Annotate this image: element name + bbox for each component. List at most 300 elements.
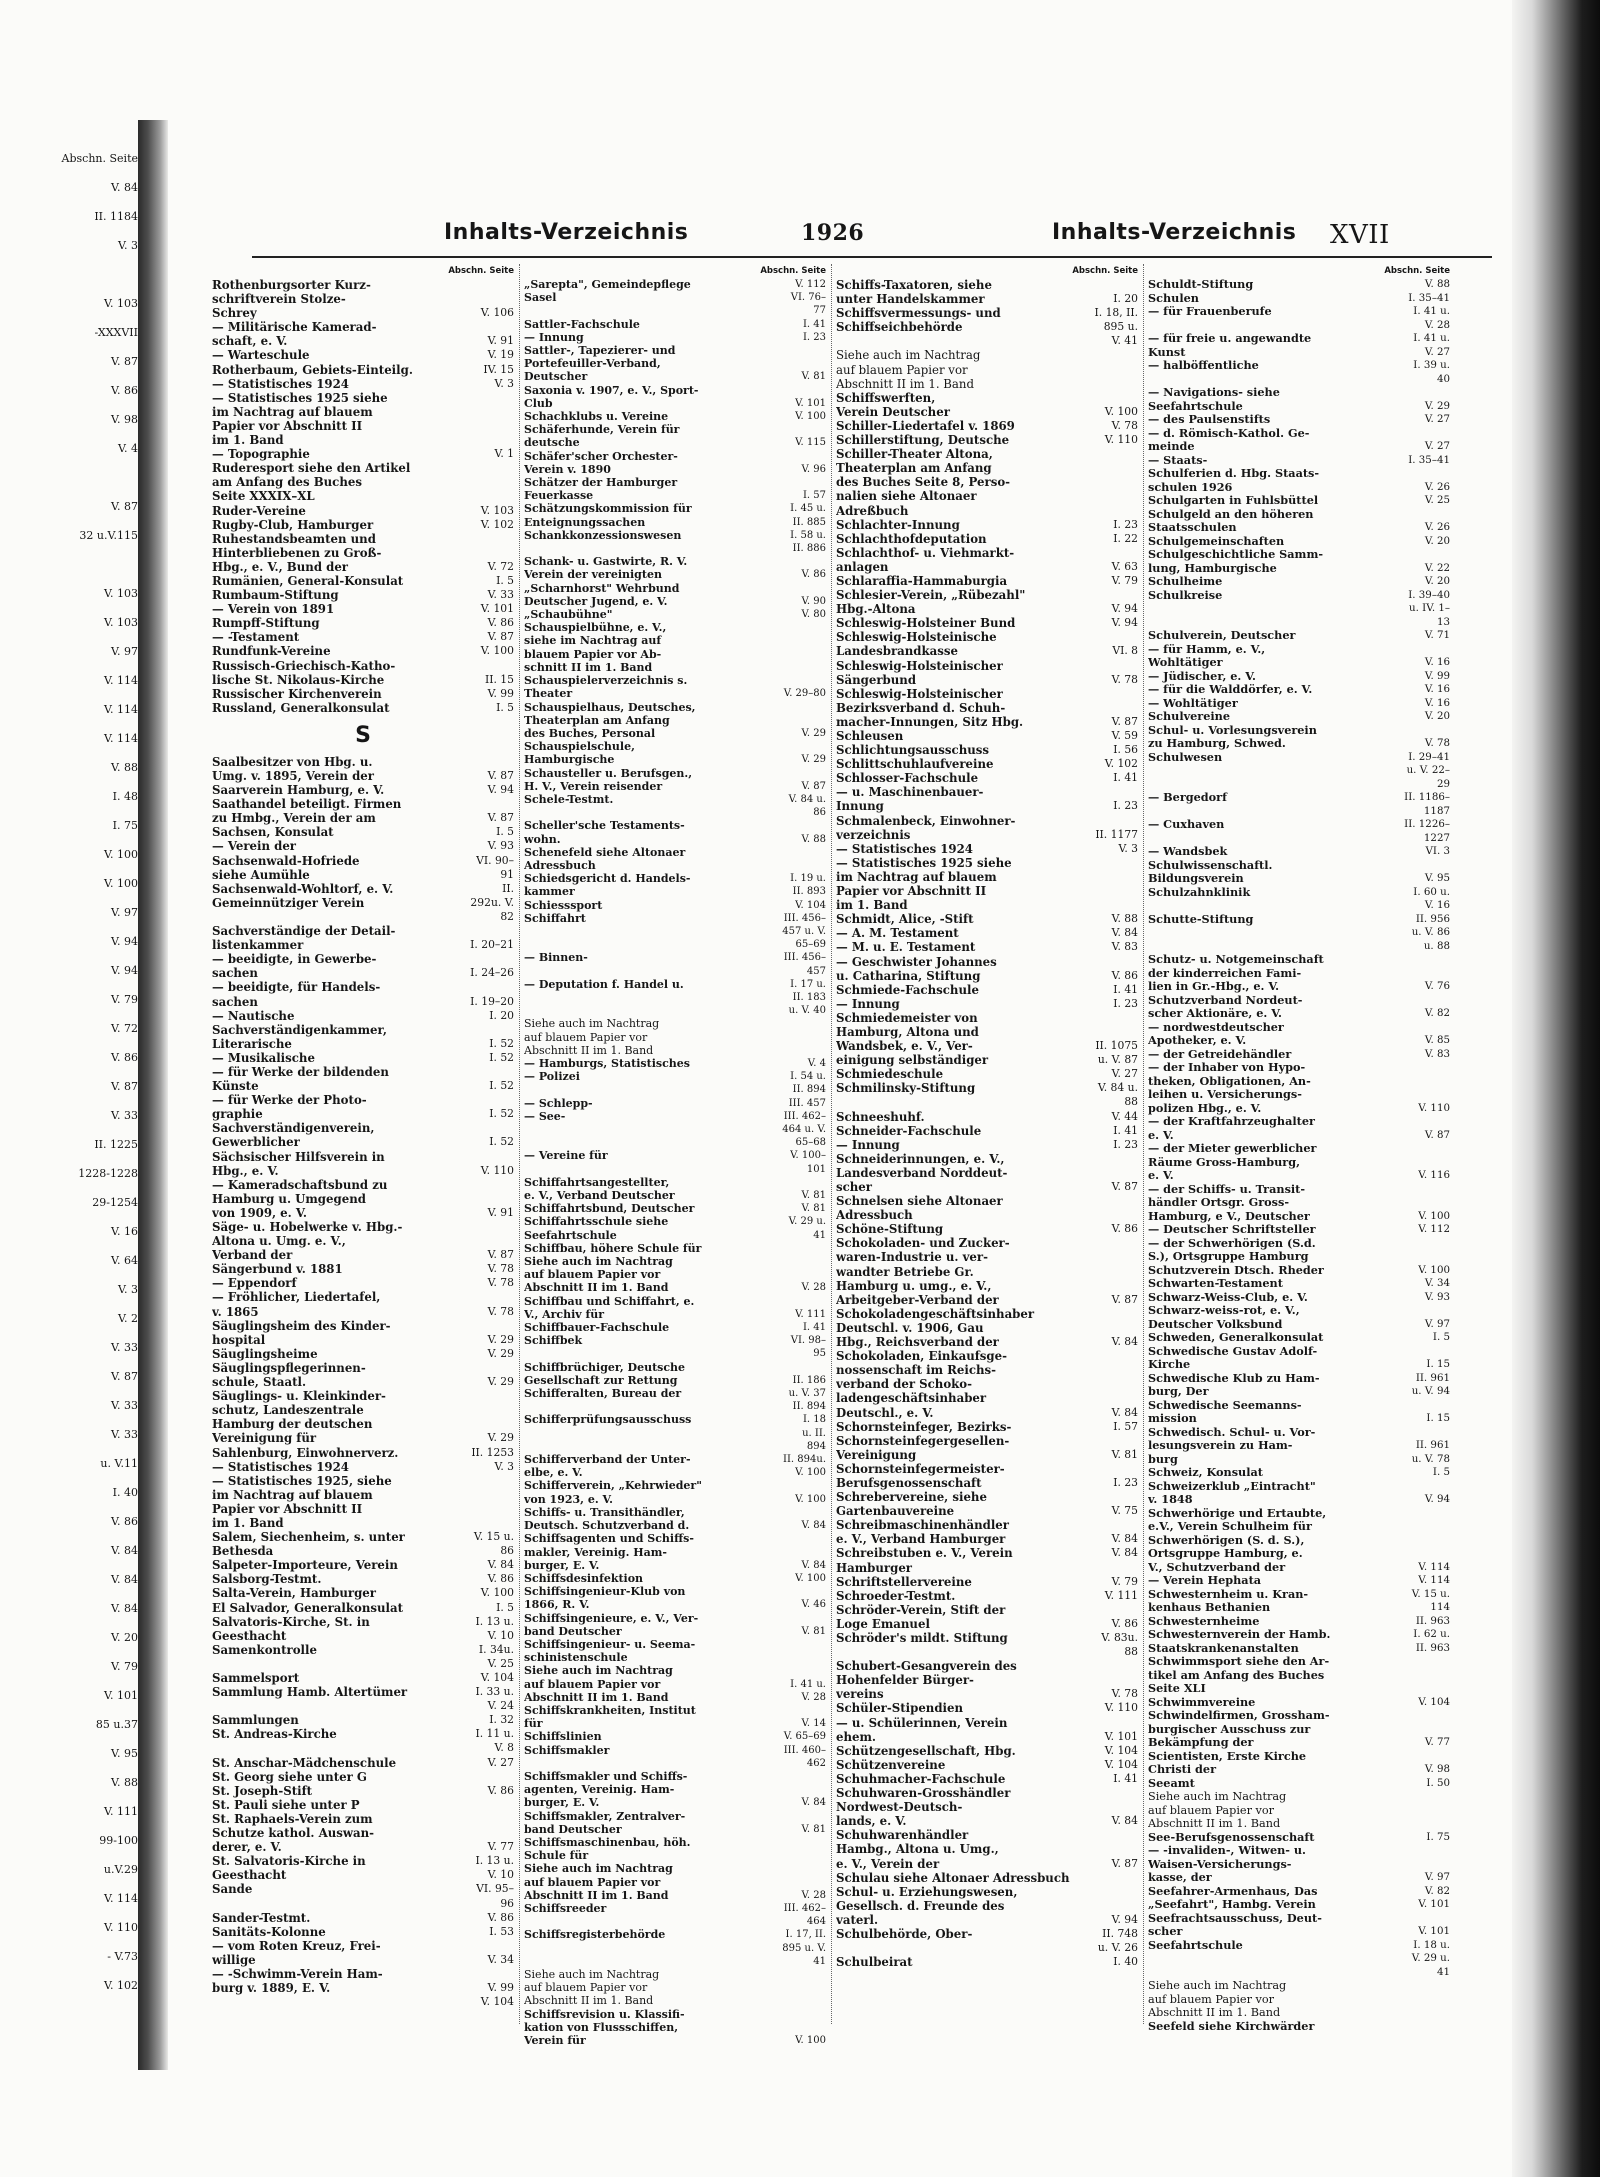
entry-reference: V. 99 [487, 1981, 514, 1995]
entry-term: Schutz- u. Notgemeinschaft der kinderreichen Fami- lien in Gr.-Hbg., e. V. [1148, 953, 1324, 993]
index-entry [524, 502, 826, 528]
entry-term: Schiffsmakler, Zentralver- band Deutscher [524, 1809, 686, 1836]
entry-reference: II. 961 u. V. 78 [1411, 1439, 1450, 1465]
index-entry [1148, 1142, 1450, 1183]
entry-term: Schulwissenschaftl. Bildungsverein [1148, 858, 1273, 885]
facing-page-ref: u.V.29 [103, 1863, 138, 1876]
entry-reference: V. 83 [1111, 940, 1138, 954]
entry-term: Schiffsvermessungs- und Schiffseichbehörde [836, 306, 1001, 335]
entry-term: — Fröhlicher, Liedertafel, v. 1865 [212, 1290, 381, 1319]
index-entry [1148, 359, 1450, 386]
entry-reference: I. 32 [489, 1713, 514, 1727]
entry-reference: V. 86 [487, 616, 514, 630]
index-entry [212, 1615, 514, 1643]
entry-term: Schmidt, Alice, -Stift [836, 912, 974, 927]
entry-reference: I. 20–21 [470, 938, 514, 952]
entry-reference: V. 88 [1424, 278, 1450, 290]
entry-reference: V. 78 [487, 1276, 514, 1290]
index-entry [524, 912, 826, 952]
entry-reference: V. 59 [1111, 729, 1138, 742]
entry-reference: V. 15 u. 114 [1411, 1587, 1450, 1613]
index-entry [836, 1828, 1138, 1870]
facing-page-ref: V. 100 [103, 848, 138, 861]
entry-reference: V. 78 [1111, 418, 1138, 432]
index-entry [524, 1453, 826, 1479]
entry-reference: I. 5 [496, 1600, 514, 1614]
entry-reference: V. 34 [487, 1952, 514, 1966]
entry-term: Schiffswerften, Verein Deutscher [836, 390, 950, 419]
index-entry [524, 278, 826, 291]
entry-term: Schiffbek [524, 1334, 583, 1348]
entry-term: — der Schwerhörigen (S.d. S.), Ortsgruppe Hamburg [1148, 1236, 1316, 1263]
index-entry [212, 1150, 514, 1178]
entry-term: Sander-Testmt. [212, 1910, 311, 1925]
entry-reference: I. 45 u. II. 885 [790, 503, 826, 528]
index-entry [212, 1727, 514, 1755]
entry-reference: I. 75 [1426, 1830, 1450, 1843]
entry-term: — des Paulsenstifts [1148, 413, 1271, 426]
entry-reference: V. 84 [801, 1559, 826, 1571]
index-columns [212, 264, 1452, 2064]
entry-reference: III. 462–464 u. V. 65–68 [782, 1110, 826, 1149]
index-entry [212, 1925, 514, 1939]
entry-reference: V. 87 [1111, 1292, 1138, 1306]
entry-term: Schutzverband Nordeut- scher Aktionäre, e. V. [1148, 993, 1303, 1020]
entry-reference: I. 56 [1113, 743, 1138, 757]
entry-reference: V. 77 [1424, 1736, 1450, 1748]
index-entry [524, 1836, 826, 1902]
index-entry [524, 1572, 826, 1585]
index-entry [836, 1462, 1138, 1490]
index-entry [212, 1586, 514, 1600]
entry-reference: V. 14 [801, 1718, 826, 1730]
entry-term: — Deputation f. Handel u. [524, 977, 684, 991]
index-entry [524, 1242, 826, 1295]
entry-reference: III. 457 [788, 1097, 826, 1109]
entry-term: Samenkontrolle [212, 1642, 317, 1657]
index-entry [836, 1349, 1138, 1419]
entry-reference: V. 87 [487, 1248, 514, 1262]
entry-term: Schwimmsport siehe den Ar- tikel am Anfang des Buches Seite XLI [1148, 1655, 1330, 1695]
entry-term: Schulwesen [1148, 750, 1223, 764]
entry-reference: I. 17, II. 895 u. V. 41 [782, 1929, 826, 1967]
entry-reference: I. 52 [489, 1135, 514, 1149]
column-divider [519, 264, 520, 2024]
entry-term: — Navigations- siehe Seefahrtschule [1148, 386, 1280, 413]
index-entry [836, 912, 1138, 926]
entry-term: Schiffsagenten und Schiffs- makler, Vereinig. Ham- burger, E. V. [524, 1532, 694, 1572]
index-entry [1148, 454, 1450, 468]
entry-term: Schornsteinfegermeister- Berufsgenossenschaft [836, 1461, 1005, 1490]
entry-reference: V. 28 [801, 1282, 826, 1294]
column-header: Abschn. Seite [1072, 266, 1138, 276]
facing-page-ref: V. 84 [110, 181, 138, 194]
entry-term: Siehe auch im Nachtrag auf blauem Papier vor Abschnitt II im 1. Band [1148, 1979, 1287, 2019]
entry-term: Schwesternverein der Hamb. Staatskrankenanstalten [1148, 1628, 1331, 1655]
entry-reference: V. 15 u. 86 [473, 1530, 514, 1558]
entry-term: — Musikalische [212, 1050, 315, 1065]
entry-term: — für die Walddörfer, e. V. [1148, 683, 1313, 696]
entry-reference: V. 97 [1424, 1317, 1450, 1330]
entry-term: Schifferverein, „Kehrwieder" von 1923, e. V. [524, 1479, 702, 1506]
index-entry [212, 1023, 514, 1051]
index-entry [1148, 1372, 1450, 1399]
entry-reference: VI. 95–96 [476, 1882, 514, 1910]
entry-reference: V. 100 [1418, 1209, 1450, 1222]
index-entry [212, 980, 514, 1008]
entry-term: Schutzverein Dtsch. Rheder [1148, 1263, 1324, 1277]
entry-term: Schleswig-Holsteinischer Bezirksverband d. Schuh- macher-Innungen, Sitz Hbg. [836, 686, 1024, 729]
entry-reference: V. 84 u. 86 [788, 793, 826, 819]
entry-reference: II. 1177 [1095, 827, 1138, 841]
entry-term: — Warteschule [212, 348, 310, 363]
entry-reference: V. 63 [1111, 559, 1138, 573]
index-entry [212, 602, 514, 616]
column-divider [831, 264, 832, 2024]
index-entry [212, 461, 514, 503]
entry-term: Sattler-, Tapezierer- und Portefeuiller-Verband, Deutscher [524, 344, 676, 384]
entry-term: Sängerbund v. 1881 [212, 1262, 343, 1277]
facing-page-ref: V. 33 [110, 1399, 138, 1412]
index-entry [524, 1902, 826, 1928]
index-entry [212, 1121, 514, 1149]
index-entry [524, 450, 826, 476]
index-entry [1148, 670, 1450, 684]
entry-reference: V. 87 [1111, 714, 1138, 728]
entry-term: Siehe auch im Nachtrag auf blauem Papier vor Abschnitt II im 1. Band [524, 1968, 660, 2008]
entry-term: Schätzer der Hamburger Feuerkasse [524, 476, 678, 503]
index-entry [524, 740, 826, 766]
book-gutter [138, 120, 168, 2070]
index-entry [524, 476, 826, 502]
entry-term: Schauspielbühne, e. V., siehe im Nachtrag auf blauem Papier vor Ab- schnitt II im 1. Band [524, 621, 667, 674]
index-entry [212, 1347, 514, 1361]
entry-reference: V. 72 [487, 559, 514, 573]
index-entry [836, 588, 1138, 616]
entry-term: — Jüdischer, e. V. [1148, 669, 1256, 683]
entry-reference: I. 23 [1113, 517, 1138, 531]
facing-page-ref: V. 20 [110, 1631, 138, 1644]
entry-term: Siehe auch im Nachtrag auf blauem Papier vor Abschnitt II im 1. Band [836, 348, 981, 391]
entry-reference: V. 87 [487, 630, 514, 644]
entry-term: — Wohltätiger [1148, 696, 1238, 710]
entry-reference: V. 86 [487, 1572, 514, 1586]
facing-page-ref: V. 100 [103, 877, 138, 890]
entry-reference: V. 101 [1104, 1729, 1138, 1743]
facing-page-ref: V. 98 [110, 413, 138, 426]
entry-reference: V. 22 [1424, 561, 1450, 574]
facing-page-ref: - V.73 [107, 1950, 138, 1963]
index-entry [524, 410, 826, 423]
entry-reference: V. 26 [1424, 521, 1450, 533]
index-entry [524, 1321, 826, 1334]
entry-reference: V. 20 [1424, 575, 1450, 587]
index-entry [836, 419, 1138, 433]
entry-reference: V. 100 [480, 644, 514, 658]
entry-term: Schachklubs u. Vereine [524, 410, 669, 424]
entry-reference: V. 78 [1424, 737, 1450, 749]
entry-term: Schiffbau, höhere Schule für Siehe auch im Nachtrag auf blauem Papier vor Abschnitt II im 1. Band [524, 1241, 702, 1295]
index-entry [212, 1911, 514, 1925]
entry-reference: V. 94 [1424, 1493, 1450, 1505]
index-entry [524, 1334, 826, 1360]
entry-reference: V. 20 [1424, 534, 1450, 547]
header-title-left: Inhalts-Verzeichnis [444, 220, 689, 245]
index-entry [524, 1215, 826, 1241]
index-entry [836, 729, 1138, 743]
entry-term: St. Pauli siehe unter P [212, 1797, 360, 1812]
index-entry [524, 555, 826, 581]
entry-reference: V. 83 [1424, 1047, 1450, 1060]
index-entry [836, 1420, 1138, 1434]
index-entry [212, 687, 514, 701]
index-entry [1148, 845, 1450, 859]
index-entry [836, 1758, 1138, 1772]
index-entry [212, 1601, 514, 1615]
entry-term: Schubert-Gesangverein des Hohenfelder Bürger- vereins [836, 1659, 1017, 1702]
facing-page-ref: Abschn. Seite [61, 152, 138, 165]
entry-term: Sächsischer Hilfsverein in Hbg., e. V. [212, 1149, 385, 1178]
entry-reference: V. 77 [487, 1840, 514, 1854]
entry-term: — beeidigte, in Gewerbe- sachen [212, 952, 377, 981]
entry-reference: I. 13 u. V. 10 [475, 1854, 514, 1882]
entry-term: St. Raphaels-Verein zum Schutze kathol. Auswan- derer, e. V. [212, 1811, 375, 1855]
entry-term: Schulgeld an den höheren Staatsschulen [1148, 507, 1314, 534]
entry-term: Schornsteinfeger, Bezirks- [836, 1419, 1012, 1434]
entry-term: — See- [524, 1109, 566, 1123]
index-entry [524, 899, 826, 912]
facing-page-ref: u. V.11 [100, 1457, 138, 1470]
index-entry [836, 856, 1138, 912]
index-entry [212, 1530, 514, 1558]
facing-page-fragment [0, 152, 138, 2052]
facing-page-ref: V. 114 [103, 732, 138, 745]
entry-reference: V. 100 [795, 411, 826, 423]
index-entry [212, 588, 514, 602]
index-entry [212, 701, 514, 715]
index-entry [524, 1506, 826, 1532]
index-entry [524, 529, 826, 555]
entry-term: Sachsenwald-Wohltorf, e. V. Gemeinnütziger Verein [212, 881, 394, 910]
entry-reference: V. 27 [1111, 1067, 1138, 1081]
entry-term: „Sarepta", Gemeindepflege [524, 278, 691, 291]
index-entry [1148, 1061, 1450, 1115]
entry-reference: V. 29 [487, 1346, 514, 1360]
entry-term: — Binnen- [524, 951, 588, 965]
facing-page-ref: V. 88 [110, 761, 138, 774]
facing-page-ref: V. 3 [117, 239, 138, 252]
entry-reference: V. 100 [795, 2035, 826, 2047]
entry-reference: I. 5 [496, 573, 514, 587]
entry-reference: I. 23 [802, 331, 826, 343]
entry-reference: I. 39 u. 40 [1413, 359, 1450, 385]
index-entry [524, 767, 826, 793]
entry-term: Schwerhörige und Ertaubte, e.V., Verein Schulheim für [1148, 1506, 1327, 1533]
entry-reference: I. 52 [489, 1107, 514, 1121]
entry-reference: V. 91 [487, 1205, 514, 1219]
column-header: Abschn. Seite [760, 266, 826, 276]
facing-page-ref: 1228-1228 [78, 1167, 138, 1180]
entry-reference: V. 46 [801, 1599, 826, 1611]
facing-page-ref: -XXXVII [94, 326, 138, 339]
entry-term: — der Getreidehändler [1148, 1047, 1292, 1061]
entry-term: Schulgemeinschaften [1148, 534, 1285, 548]
index-entry [836, 391, 1138, 419]
facing-page-ref: V. 103 [103, 587, 138, 600]
entry-reference: I. 19–20 [470, 994, 514, 1008]
index-entry [836, 1589, 1138, 1603]
facing-page-ref: V. 87 [110, 500, 138, 513]
entry-reference: V. 78 [1111, 1687, 1138, 1701]
entry-reference: V. 87 [487, 769, 514, 782]
entry-reference: V. 82 [1424, 1007, 1450, 1019]
entry-reference: V. 88 [801, 833, 826, 845]
entry-reference: I. 34u. V. 25 [478, 1642, 514, 1670]
entry-term: — -invaliden-, Witwen- u. Waisen-Versicherungs- kasse, der [1148, 1844, 1306, 1884]
facing-page-ref: V. 87 [110, 355, 138, 368]
index-entry [212, 1178, 514, 1220]
index-entry [524, 1149, 826, 1175]
entry-term: Schwimmvereine [1148, 1695, 1256, 1709]
facing-page-ref: V. 4 [117, 442, 138, 455]
entry-reference: I. 5 [1432, 1466, 1450, 1478]
entry-reference: VI. 8 [1112, 644, 1138, 658]
entry-term: Schiesssport [524, 898, 603, 912]
entry-reference: V. 29 [1424, 399, 1450, 412]
index-entry [1148, 332, 1450, 359]
index-entry [836, 1518, 1138, 1546]
entry-reference: III. 462–464 [783, 1902, 826, 1928]
header-year: 1926 [801, 220, 865, 246]
entry-reference: V. 106 [480, 306, 514, 320]
index-entry [1148, 1304, 1450, 1331]
entry-term: Seefrachtsausschuss, Deut- scher [1148, 1911, 1322, 1938]
entry-term: Seefeld siehe Kirchwärder [1148, 2019, 1315, 2033]
entry-term: Rugby-Club, Hamburger [212, 517, 374, 532]
index-entry [1148, 1885, 1450, 1899]
index-entry [212, 882, 514, 924]
index-entry [212, 1460, 514, 1474]
entry-reference: V. 81 [801, 1823, 826, 1835]
index-entry [524, 1532, 826, 1572]
entry-reference: V. 94 [1111, 602, 1138, 616]
entry-reference: I. 18 u. II. 894 [802, 1414, 826, 1452]
index-entry [1148, 413, 1450, 427]
index-entry [836, 940, 1138, 954]
index-entry [524, 291, 826, 317]
index-entry [212, 644, 514, 658]
index-entry [836, 532, 1138, 546]
index-entry [836, 1927, 1138, 1955]
entry-reference: I. 54 u. II. 894 [790, 1071, 826, 1096]
index-entry [836, 1081, 1138, 1109]
entry-reference: V. 1 [494, 447, 514, 461]
entry-reference: II. 1253 [471, 1445, 514, 1459]
index-entry [1148, 1790, 1450, 1831]
facing-page-ref: 85 u.37 [95, 1718, 138, 1731]
index-entry [836, 1124, 1138, 1138]
entry-reference: II. 292u. V. 82 [470, 881, 514, 923]
entry-reference: V. 84 [801, 1520, 826, 1532]
entry-term: Salsborg-Testmt. [212, 1572, 322, 1587]
index-entry [836, 1603, 1138, 1631]
entry-reference: I. 41 [1113, 982, 1138, 996]
entry-reference: V. 29 u. 41 [788, 1216, 826, 1241]
entry-reference: V. 100–101 [790, 1150, 826, 1175]
entry-reference: V. 102 [1104, 757, 1138, 771]
index-entry [212, 1389, 514, 1445]
entry-reference: I. 24–26 [470, 966, 514, 980]
entry-term: — Militärische Kamerad- schaft, e. V. [212, 320, 377, 349]
facing-page-ref: V. 114 [103, 703, 138, 716]
index-entry [836, 1716, 1138, 1744]
entry-term: — Hamburgs, Statistisches [524, 1056, 690, 1070]
index-entry [836, 1222, 1138, 1236]
entry-term: Sammlungen [212, 1713, 299, 1728]
entry-reference: V. 4 [807, 1057, 826, 1069]
entry-term: „Schaubühne" [524, 608, 613, 622]
index-entry [524, 819, 826, 845]
index-entry [1148, 2020, 1450, 2034]
index-entry [212, 348, 514, 362]
entry-reference: I. 41 [1113, 771, 1138, 785]
index-entry [524, 2008, 826, 2048]
index-entry [1148, 1277, 1450, 1291]
index-entry [1148, 1912, 1450, 1939]
entry-term: — für Hamm, e. V., Wohltätiger [1148, 642, 1266, 669]
entry-reference: V. 81 [801, 371, 826, 383]
entry-term: Schulvereine [1148, 710, 1230, 723]
entry-reference: V. 101 [1418, 1898, 1450, 1910]
facing-page-ref: V. 94 [110, 935, 138, 948]
facing-page-ref: V. 102 [103, 1979, 138, 1992]
entry-term: „Seefahrt", Hambg. Verein [1148, 1898, 1316, 1911]
index-entry [212, 1446, 514, 1460]
entry-reference: I. 35–41 [1408, 291, 1450, 304]
entry-reference: V. 86 [801, 569, 826, 581]
entry-reference: I. 20 [489, 1008, 514, 1022]
entry-term: Schulbeirat [836, 1955, 913, 1970]
entry-reference: I. 18 u. V. 29 u. 41 [1411, 1938, 1450, 1978]
entry-reference: I. 15 [1426, 1358, 1450, 1370]
entry-term: Schrebervereine, siehe Gartenbauvereine [836, 1490, 987, 1519]
index-entry [212, 1854, 514, 1882]
entry-term: Schiffsmakler [524, 1743, 610, 1757]
header-title-right: Inhalts-Verzeichnis [1052, 220, 1297, 245]
entry-reference: V. 84 [487, 1558, 514, 1572]
entry-reference: V. 91 [487, 334, 514, 348]
entry-term: — u. Maschinenbauer- Innung [836, 785, 984, 814]
index-entry [212, 1276, 514, 1290]
entry-term: — Schlepp- [524, 1096, 593, 1110]
entry-reference: V. 97 [1424, 1871, 1450, 1883]
entry-term: Scientisten, Erste Kirche Christi der [1148, 1749, 1307, 1776]
entry-reference: V. 85 [1424, 1034, 1450, 1046]
index-entry [836, 1307, 1138, 1349]
entry-term: Schauspielschule, Hamburgische [524, 740, 635, 767]
entry-term: Schmiedeschule [836, 1067, 944, 1082]
entry-term: Schiffsrevision u. Klassifi- kation von Flussschiffen, Verein für [524, 2007, 685, 2048]
entry-reference: V. 81 [1111, 1447, 1138, 1461]
entry-term: Schele-Testmt. [524, 792, 614, 806]
index-entry [836, 278, 1138, 306]
entry-term: Schiffbauer-Fachschule [524, 1321, 670, 1335]
entry-term: Schulbehörde, Ober- [836, 1926, 973, 1941]
entry-term: Russland, Generalkonsulat [212, 700, 390, 715]
entry-reference: I. 39–40 u. IV. 1–13 [1408, 588, 1450, 628]
facing-page-ref: V. 86 [110, 1051, 138, 1064]
entry-term: — Polizei [524, 1070, 580, 1084]
